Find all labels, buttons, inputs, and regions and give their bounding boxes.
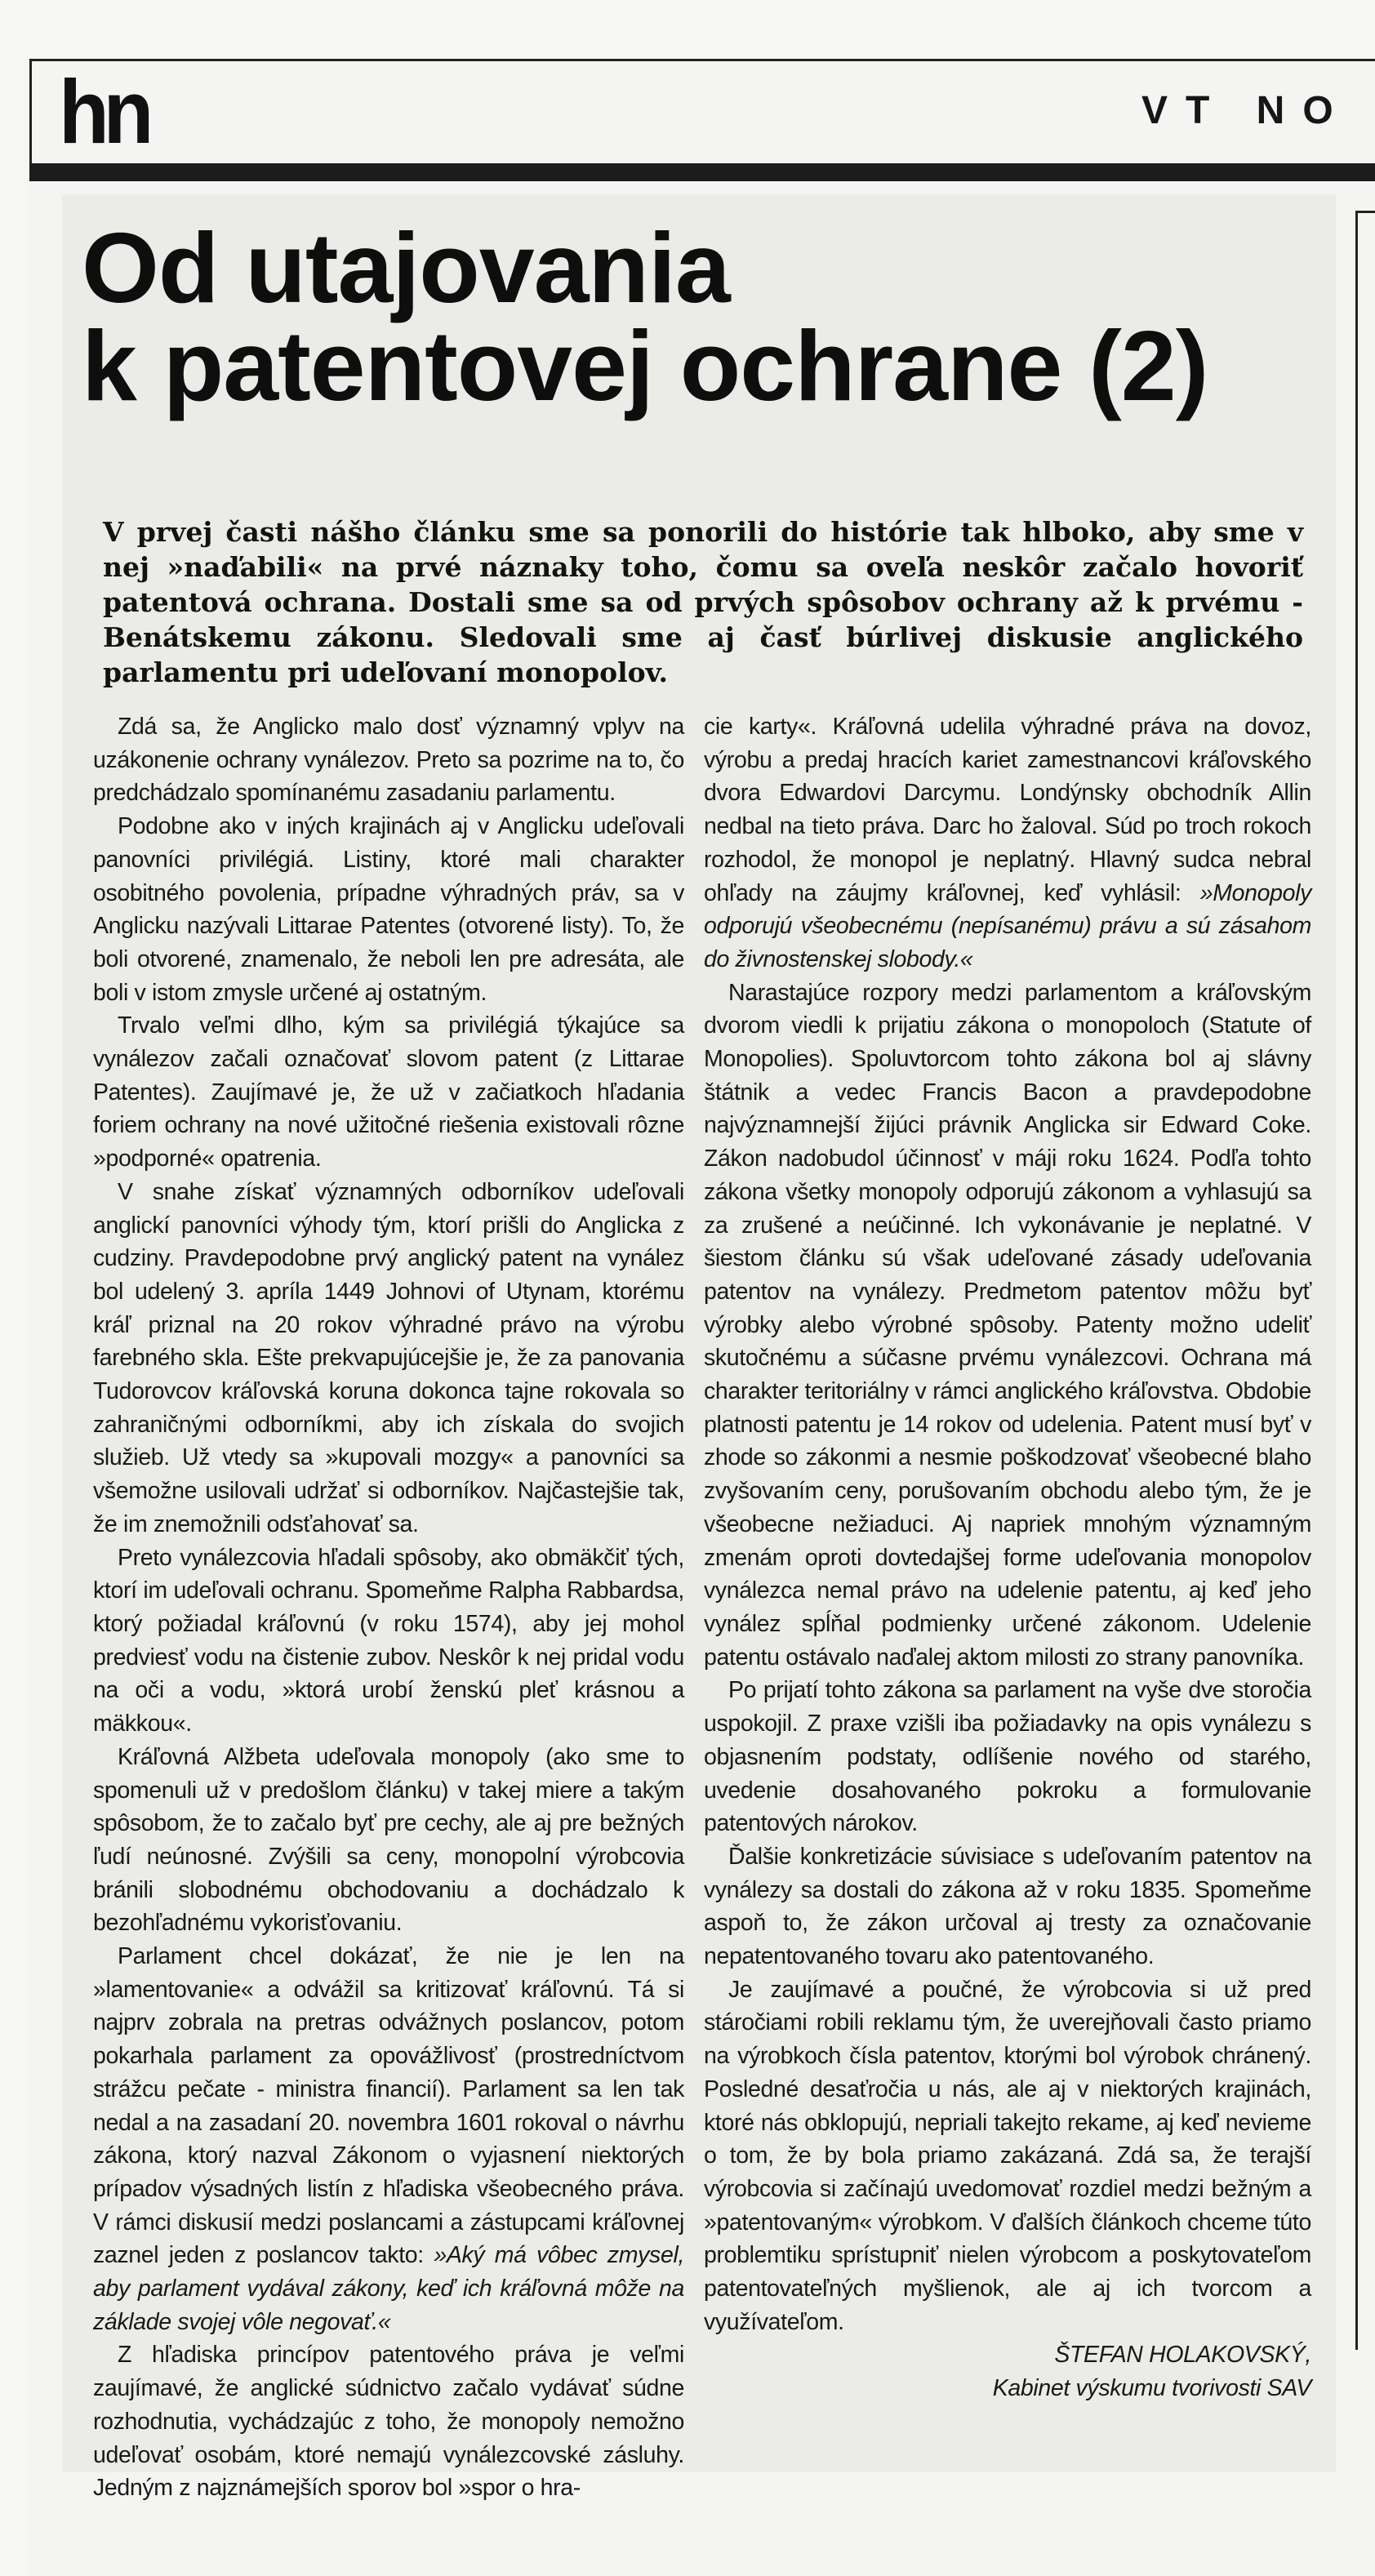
neighbor-column-tick bbox=[1355, 211, 1375, 213]
paragraph: Podobne ako v iných krajinách aj v Anglicku udeľovali panovníci privilégiá. Listiny, ktoré mali charakter osobitného povolenia, prípadne výhradných práv, sa v Anglicku nazývali Littarae Patentes (otvorené listy). To, že boli otvorené, znamenalo, že neboli len pre adresáta, ale boli v istom zmysle určené aj ostatným. bbox=[93, 813, 684, 1006]
paragraph-text: cie karty«. Kráľovná udelila výhradné práva na dovoz, výrobu a predaj hracích kariet zamestnancovi kráľovského dvora Edwardovi Darcymu. Londýnsky obchodník Allin nedbal na tieto práva. Darc ho žaloval. Súd po troch rokoch rozhodol, že monopol je neplatný. Hlavný sudca nebral ohľady na záujmy kráľovnej, keď vyhlásil: bbox=[704, 714, 1311, 906]
paragraph bbox=[704, 710, 1311, 977]
paragraph: Po prijatí tohto zákona sa parlament na vyše dve storočia uspokojil. Z praxe vzišli iba požiadavky na opis vynálezu s objasnením podstaty, odlíšenie nového od starého, uvedenie dosahovaného pokroku a formulovanie patentových nárokov. bbox=[704, 1677, 1311, 1837]
article-title bbox=[82, 212, 1323, 421]
quote: »Aký má vôbec zmysel, aby parlament vydával zákony, keď ich kráľovná môže na základe svojej vôle negovať.« bbox=[93, 2242, 685, 2335]
article-column-right bbox=[704, 710, 1311, 2405]
page-left-border bbox=[29, 59, 32, 165]
paragraph: Ďalšie konkretizácie súvisiace s udeľovaním patentov na vynálezy sa dostali do zákona až v roku 1835. Spomeňme aspoň to, že zákon určoval aj tresty za označovanie nepatentovaného tovaru ako patentovaného. bbox=[704, 1843, 1311, 1970]
paragraph: Zdá sa, že Anglicko malo dosť významný vplyv na uzákonenie ochrany vynálezov. Preto sa pozrime na to, čo predchádzalo spomínanému zasadaniu parlamentu. bbox=[93, 714, 684, 807]
quote: »Monopoly odporujú všeobecnému (nepísanému) právu a sú zásahom do živnostenskej slobody.« bbox=[704, 879, 1311, 972]
page-top-border bbox=[29, 59, 1375, 61]
header-rule bbox=[29, 163, 1375, 181]
paragraph bbox=[93, 1940, 684, 2338]
paragraph: Preto vynálezcovia hľadali spôsoby, ako obmäkčiť tých, ktorí im udeľovali ochranu. Spomeňme Ralpha Rabbardsa, ktorý požiadal kráľovnú (v roku 1574), aby jej mohol predviesť vodu na čistenie zubov. Neskôr k nej pridal vodu na oči a vodu, »ktorá urobí ženskú pleť krásnou a mäkkou«. bbox=[93, 1544, 684, 1737]
title-line-2: k patentovej ochrane (2) bbox=[82, 310, 1208, 421]
section-label: VT NO bbox=[1141, 89, 1351, 132]
paragraph: Z hľadiska princípov patentového práva je veľmi zaujímavé, že anglické súdnictvo začalo vydávať súdne rozhodnutia, vychádzajúc z toho, že monopoly nemožno udeľovať osobám, ktoré nemajú vynálezcovské zásluhy. Jedným z najznámejších sporov bol »spor o hra- bbox=[93, 2342, 684, 2502]
paragraph: Trvalo veľmi dlho, kým sa privilégiá týkajúce sa vynálezov začali označovať slovom patent (z Littarae Patentes). Zaujímavé je, že už v začiatkoch hľadania foriem ochrany na nové užitočné riešenia existovali rôzne »podporné« opatrenia. bbox=[93, 1012, 684, 1172]
title-line-1: Od utajovania bbox=[82, 212, 730, 323]
neighbor-column-rule bbox=[1355, 211, 1358, 2350]
paragraph-text: Parlament chcel dokázať, že nie je len na »lamentovanie« a odvážil sa kritizovať kráľovnú. Tá si najprv zobrala na pretras odvážnych poslancov, potom pokarhala parlament za opovážlivosť (prostredníctvom strážcu pečate - ministra financií). Parlament sa len tak nedal a na zasadaní 20. novembra 1601 rokoval o návrhu zákona, ktorý nazval Zákonom o vyjasnení niektorých prípadov výsadných listín z hľadiska všeobecného práva. V rámci diskusií medzi poslancami a zástupcami kráľovnej zaznel jeden z poslancov takto: bbox=[93, 1943, 684, 2269]
paragraph: V snahe získať významných odborníkov udeľovali anglickí panovníci výhody tým, ktorí prišli do Anglicka z cudziny. Pravdepodobne prvý anglický patent na vynález bol udelený 3. apríla 1449 Johnovi of Utynam, ktorému kráľ priznal na 20 rokov výhradné právo na výrobu farebného skla. Ešte prekvapujúcejšie je, že za panovania Tudorovcov kráľovská koruna dokonca tajne rokovala so zahraničnými odborníkmi, aby ich získala do svojich služieb. Už vtedy sa »kupovali mozgy« a panovníci sa všemožne usilovali udržať si odborníkov. Najčastejšie tak, že im znemožnili odsťahovať sa. bbox=[93, 1178, 684, 1537]
article-column-left bbox=[93, 710, 684, 2505]
newspaper-logo: hn bbox=[59, 62, 148, 162]
paragraph: Je zaujímavé a poučné, že výrobcovia si už pred stáročiami robili reklamu tým, že uverejňovali často priamo na výrobkoch čísla patentov, ktorými bol výrobok chránený. Posledné desaťročia u nás, ale aj v niektorých krajinách, ktoré nás obklopujú, nepriali takejto rekame, aj keď nevieme o tom, že by bola priamo zakázaná. Zdá sa, že terajší výrobcovia si začínajú uvedomovať rozdiel medzi bežným a »patentovaným« výrobkom. V ďalších článkoch chceme túto problemtiku sprístupniť nielen výrobcom a poskytovateľom patentovateľných myšlienok, ale aj ich tvorcom a využívateľom. bbox=[704, 1976, 1311, 2335]
paragraph: Kráľovná Alžbeta udeľovala monopoly (ako sme to spomenuli už v predošlom článku) v takej miere a takým spôsobom, že to začalo byť pre cechy, ale aj pre bežných ľudí neúnosné. Zvýšili sa ceny, monopolní výrobcovia bránili slobodnému obchodovaniu a dochádzalo k bezohľadnému vykorisťovaniu. bbox=[93, 1743, 684, 1937]
author-name: ŠTEFAN HOLAKOVSKÝ, bbox=[1054, 2342, 1311, 2369]
paragraph: Narastajúce rozpory medzi parlamentom a kráľovským dvorom viedli k prijatiu zákona o monopoloch (Statute of Monopolies). Spoluvtorcom tohto zákona bol aj slávny štátnik a vedec Francis Bacon a pravdepodobne najvýznamnejší žijúci právnik Anglicka sir Edward Coke. Zákon nadobudol účinnosť v máji roku 1624. Podľa tohto zákona všetky monopoly odporujú zákonom a vyhlasujú sa za zrušené a neúčinné. Ich vykonávanie je neplatné. V šiestom článku sú však udeľované zásady udeľovania patentov na vynálezy. Predmetom patentov môžu byť výrobky alebo výrobné spôsoby. Patenty možno udeliť skutočnému a súčasne prvému vynálezcovi. Ochrana má charakter teritoriálny v rámci anglického kráľovstva. Obdobie platnosti patentu je 14 rokov od udelenia. Patent musí byť v zhode so zákonmi a nesmie poškodzovať všeobecné blaho zvyšovaním ceny, porušovaním obchodu alebo tým, že je všeobecne nežiaduci. Aj napriek mnohým významným zmenám oproti dovtedajšej forme udeľovania monopolov vynálezca nemal právo na udelenie patentu, aj keď jeho vynález spĺňal podmienky určené zákonom. Udelenie patentu ostávalo naďalej aktom milosti zo strany panovníka. bbox=[704, 979, 1311, 1671]
author-affiliation: Kabinet výskumu tvorivosti SAV bbox=[992, 2375, 1311, 2402]
article-lead: V prvej časti nášho článku sme sa ponorili do histórie tak hlboko, aby sme v nej »naďabili« na prvé náznaky toho, čomu sa oveľa neskôr začalo hovoriť patentová ochrana. Dostali sme sa od prvých spôsobov ochrany až k prvému - Benátskemu zákonu. Sledovali sme aj časť búrlivej diskusie anglického parlamentu pri udeľovaní monopolov. bbox=[103, 516, 1303, 688]
